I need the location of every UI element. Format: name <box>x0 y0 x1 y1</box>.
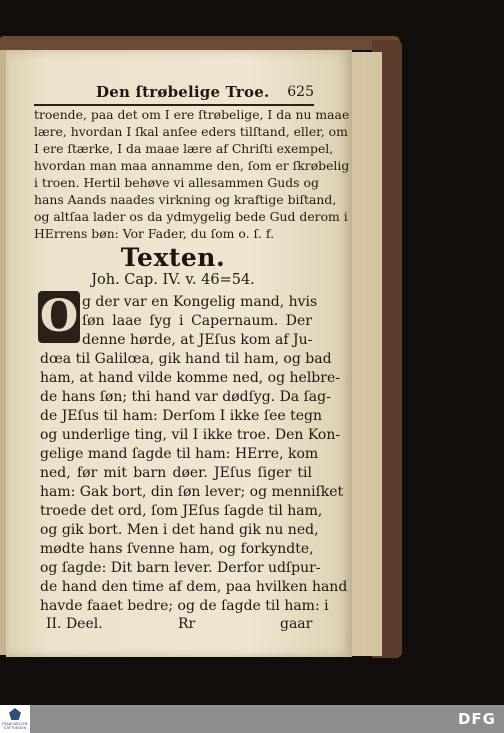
text-line: denne hørde, at JEſus kom af Ju- <box>82 332 313 348</box>
text-line: og ſagde: Dit barn lever. Derfor udſpur- <box>40 560 321 576</box>
intro-line: i troen. Hertil behøve vi allesammen Guds og <box>34 175 319 190</box>
sheet-sign: Rr <box>178 616 196 632</box>
text-line: de hand den time af dem, paa hvilken hand <box>40 579 348 595</box>
text-line: havde faaet bedre; og de ſagde til ham: i <box>40 598 329 614</box>
page-header <box>34 82 314 106</box>
scripture-reference: Joh. Cap. IV. v. 46=54. <box>91 272 255 288</box>
intro-line: hvordan man maa annamme den, ſom er ſkrøbelig <box>34 158 350 173</box>
text-line: mødte hans ſvenne ham, og forkyndte, <box>40 541 314 557</box>
text-line: de hans ſøn; thi hand var dødſyg. Da ſag- <box>40 389 331 405</box>
institution-logo[interactable] <box>0 705 30 733</box>
signature-mark: II. Deel. <box>46 616 103 632</box>
book-cover-top <box>0 36 400 50</box>
text-line: gelige mand ſagde til ham: HErre, kom <box>40 446 319 462</box>
viewer-footer-bar <box>0 705 504 733</box>
logo-text: FRANCKESCHE STIFTUNGEN <box>2 722 28 730</box>
intro-line: og altſaa lader os da ydmygelig bede Gud derom i <box>34 209 348 224</box>
text-line: ſøn laae ſyg i Capernaum. Der <box>82 313 312 329</box>
text-line: de JEſus til ham: Derſom I ikke ſee tegn <box>40 408 322 424</box>
text-line: troede det ord, ſom JEſus ſagde til ham, <box>40 503 323 519</box>
text-line: g der var en Kongelig mand, hvis <box>82 294 318 310</box>
running-head: Den ſtrøbelige Troe. <box>96 83 270 101</box>
text-line: ham, at hand vilde komme ned, og helbre- <box>40 370 340 386</box>
text-line: og underlige ting, vil I ikke troe. Den Kon- <box>40 427 341 443</box>
text-line: dœa til Galilœa, gik hand til ham, og bad <box>40 351 332 367</box>
page-number: 625 <box>287 84 314 100</box>
logo-icon <box>9 708 21 720</box>
page-edges <box>352 52 382 656</box>
dfg-logo[interactable]: DFG <box>457 710 496 728</box>
intro-line: lære, hvordan I ſkal anſee eders tilſtand, eller, om <box>34 124 348 139</box>
section-title: Texten. <box>120 243 226 272</box>
decorated-initial: O <box>39 291 79 342</box>
intro-line: troende, paa det om I ere ſtrøbelige, I da nu maae <box>34 107 350 122</box>
intro-line: hans Aands naades virkning og kraftige biſtand, <box>34 192 337 207</box>
text-line: ham: Gak bort, din ſøn lever; og menniſket <box>40 484 344 500</box>
intro-line: I ere ſtærke, I da maae lære af Chriſti exempel, <box>34 141 334 156</box>
intro-line: HErrens bøn: Vor Fader, du ſom o. ſ. f. <box>34 226 275 241</box>
catchword: gaar <box>280 616 313 632</box>
text-line: og gik bort. Men i det hand gik nu ned, <box>40 522 319 538</box>
text-line: ned, før mit barn døer. JEſus ſiger til <box>40 465 312 481</box>
